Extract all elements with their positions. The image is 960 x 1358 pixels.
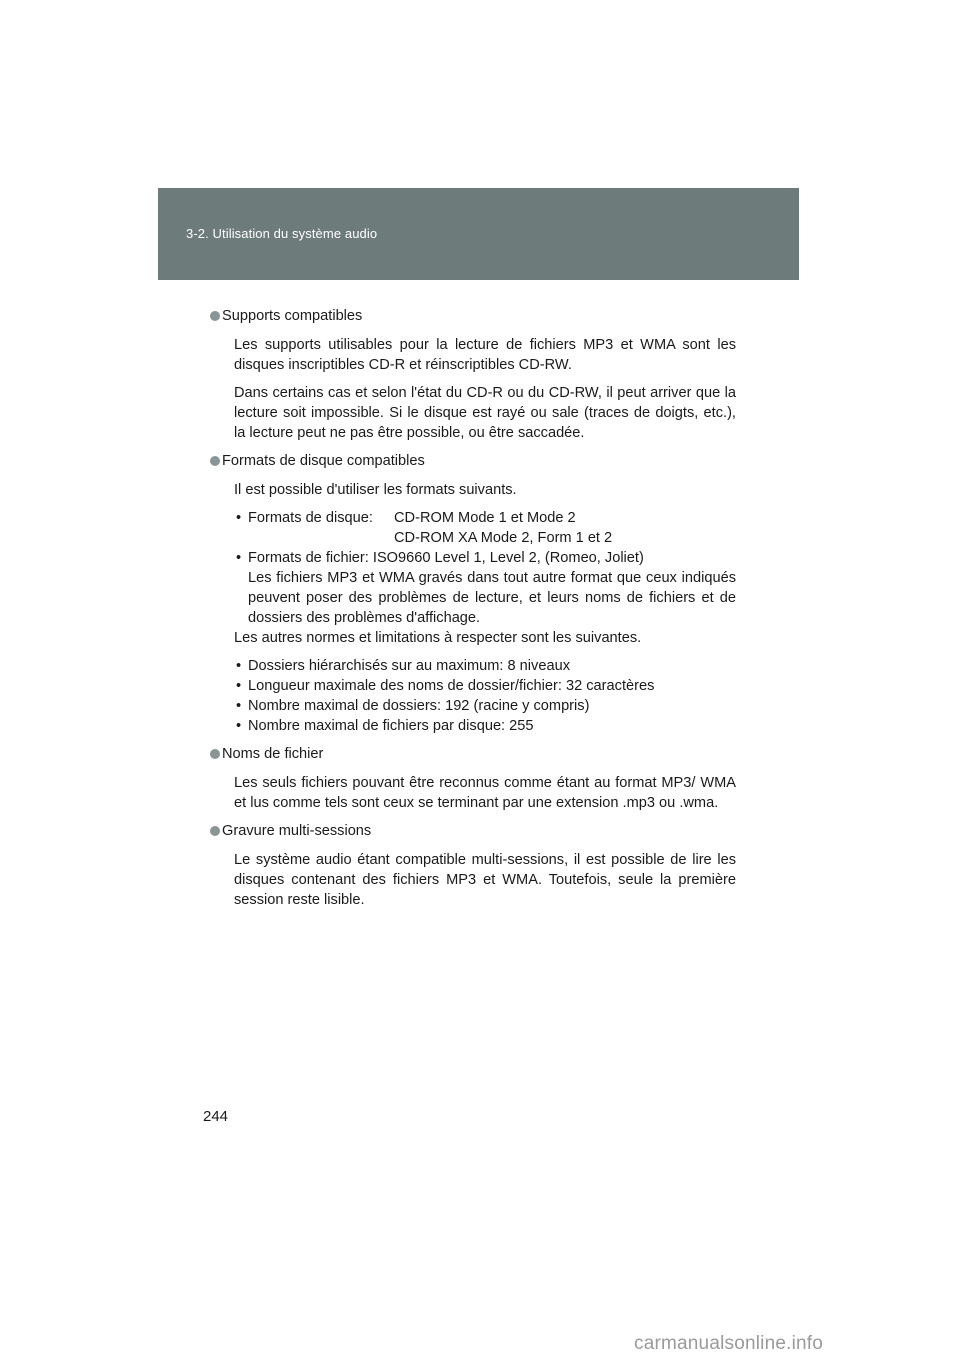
disc-format-value: CD-ROM Mode 1 et Mode 2 xyxy=(394,510,576,526)
section-title: 3-2. Utilisation du système audio xyxy=(186,226,378,241)
list-item-text: Nombre maximal de fichiers par disque: 255 xyxy=(248,718,534,734)
page-number: 244 xyxy=(203,1108,229,1125)
list-item-text: Nombre maximal de dossiers: 192 (racine y compris) xyxy=(248,698,590,714)
list-item xyxy=(234,508,736,548)
disc-format-value: CD-ROM XA Mode 2, Form 1 et 2 xyxy=(394,530,613,546)
list-item-text: Longueur maximale des noms de dossier/fichier: 32 caractères xyxy=(248,678,655,694)
heading-text: Gravure multi-sessions xyxy=(222,823,372,839)
file-format-note: Les fichiers MP3 et WMA gravés dans tout autre format que ceux indiqués peuvent poser des problèmes de lecture, et leurs noms de fichiers et de dossiers des problèmes d'affichage. xyxy=(248,570,736,626)
heading-formats xyxy=(210,451,736,471)
list-item-text: Dossiers hiérarchisés sur au maximum: 8 niveaux xyxy=(248,658,570,674)
bullet-dot-icon xyxy=(210,749,220,759)
paragraph: Dans certains cas et selon l'état du CD-R ou du CD-RW, il peut arriver que la lecture soit impossible. Si le disque est rayé ou sale (traces de doigts, etc.), la lecture peut ne pas être possible, ou être saccadée. xyxy=(234,385,736,441)
bullet-dot-icon xyxy=(210,826,220,836)
heading-filenames xyxy=(210,744,736,764)
paragraph: Les seuls fichiers pouvant être reconnus comme étant au format MP3/ WMA et lus comme tels sont ceux se terminant par une extension .mp3 ou .wma. xyxy=(234,775,736,811)
bullet-dot-icon xyxy=(210,311,220,321)
paragraph: Le système audio étant compatible multi-sessions, il est possible de lire les disques contenant des fichiers MP3 et WMA. Toutefois, seule la première session reste lisible. xyxy=(234,852,736,908)
bullet-mark: • xyxy=(236,698,242,714)
list-item xyxy=(234,696,736,716)
file-format-text: Formats de fichier: ISO9660 Level 1, Level 2, (Romeo, Joliet) xyxy=(248,550,644,566)
paragraph: Il est possible d'utiliser les formats suivants. xyxy=(234,482,517,498)
limits-list xyxy=(234,656,736,736)
heading-multisession xyxy=(210,821,736,841)
bullet-mark: • xyxy=(236,510,242,526)
paragraph: Les supports utilisables pour la lecture de fichiers MP3 et WMA sont les disques inscriptibles CD-R et réinscriptibles CD-RW. xyxy=(234,337,736,373)
list-item xyxy=(234,676,736,696)
heading-supports xyxy=(210,306,736,326)
watermark: carmanualsonline.info xyxy=(634,1333,824,1354)
list-item xyxy=(234,716,736,736)
heading-text: Formats de disque compatibles xyxy=(222,453,425,469)
bullet-mark: • xyxy=(236,718,242,734)
bullet-mark: • xyxy=(236,678,242,694)
page-content xyxy=(222,306,736,918)
heading-text: Supports compatibles xyxy=(222,308,363,324)
list-item xyxy=(234,656,736,676)
heading-text: Noms de fichier xyxy=(222,746,324,762)
disc-formats-label: Formats de disque: xyxy=(248,510,373,526)
bullet-mark: • xyxy=(236,550,242,566)
list-item xyxy=(234,548,736,568)
format-list xyxy=(234,508,736,568)
bullet-mark: • xyxy=(236,658,242,674)
paragraph: Les autres normes et limitations à respecter sont les suivantes. xyxy=(234,630,642,646)
bullet-dot-icon xyxy=(210,456,220,466)
chapter-header-band xyxy=(158,188,799,280)
